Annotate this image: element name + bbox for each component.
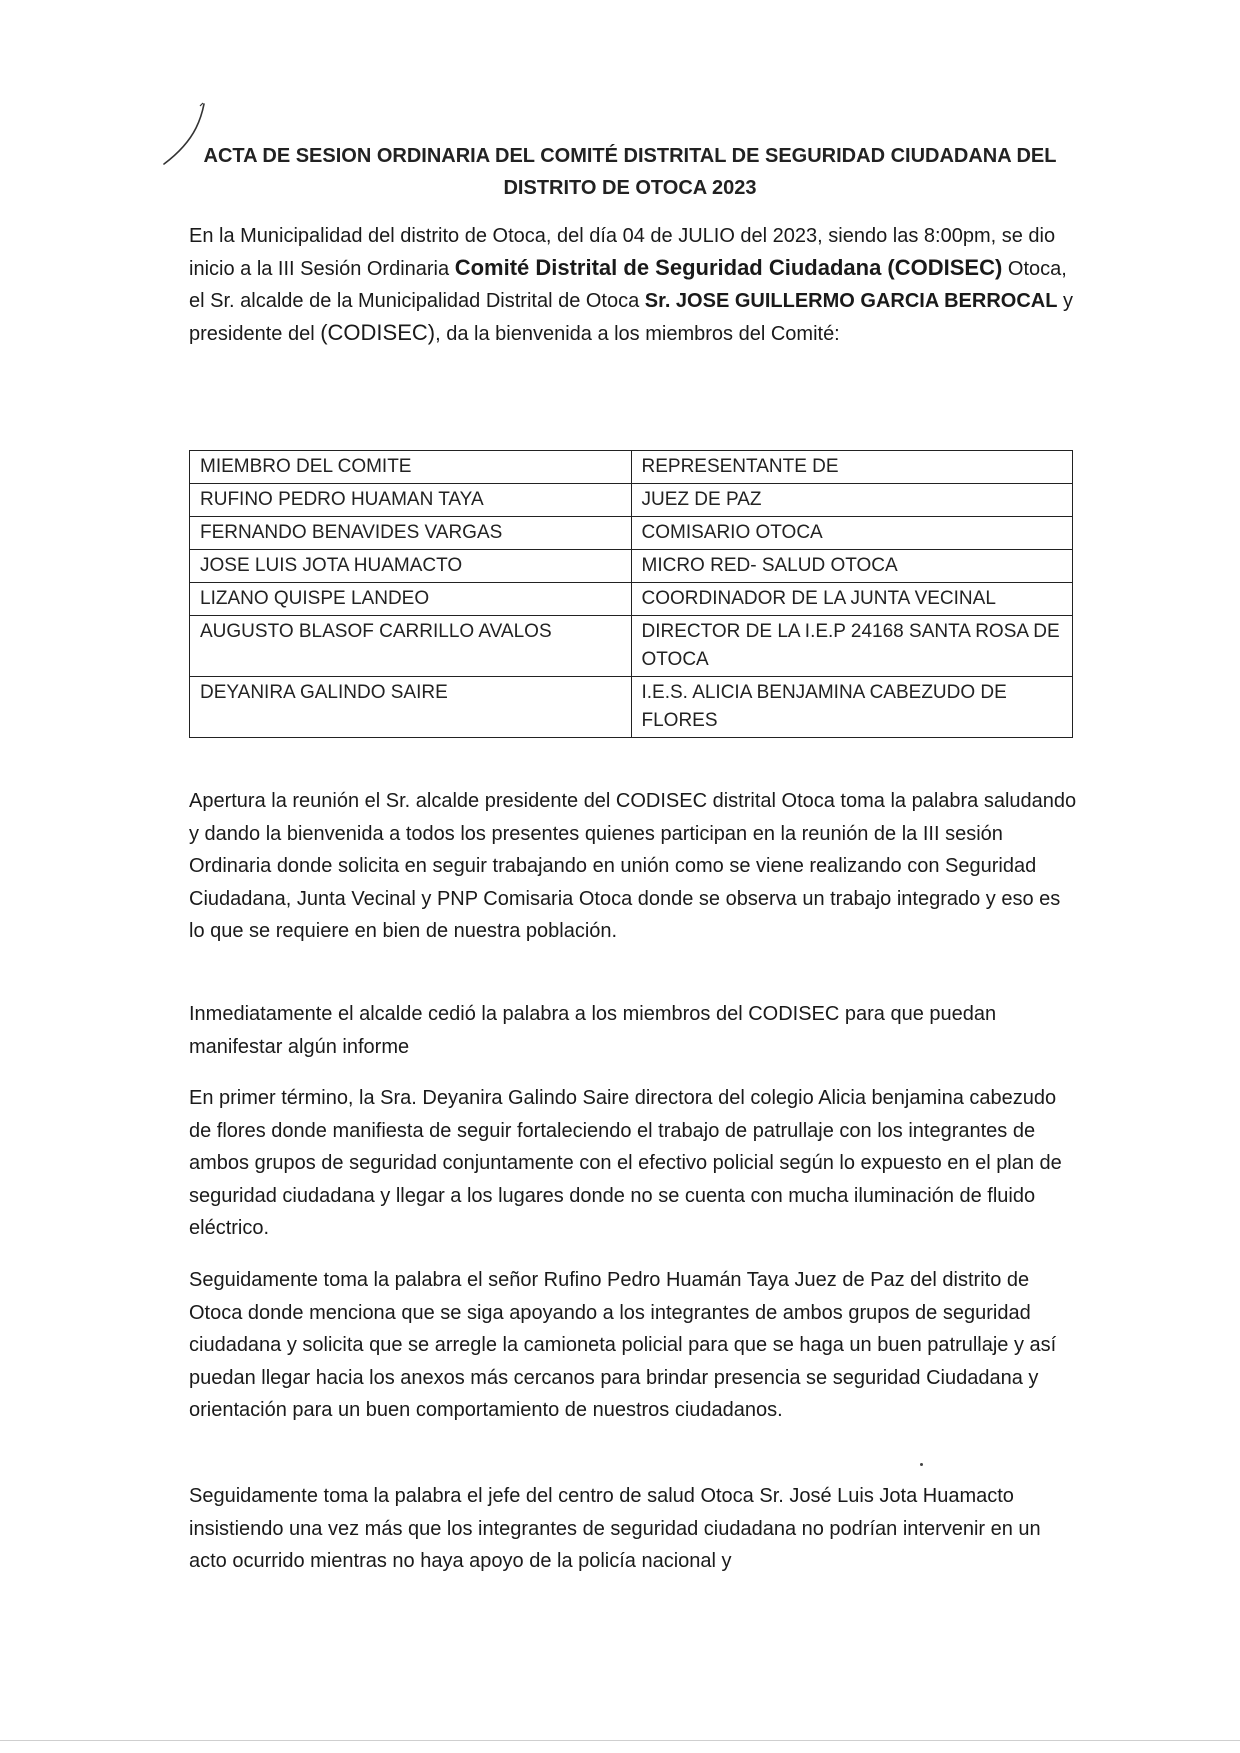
- committee-name: Comité Distrital de Seguridad Ciudadana (CODISEC): [454, 255, 1003, 280]
- paragraph-opening: Apertura la reunión el Sr. alcalde presidente del CODISEC distrital Otoca toma la palabra saludando y dando la bienvenida a todos los presentes quienes participan en la reunión de la III sesión Ordinaria donde solicita en seguir trabajando en unión como se viene realizando con Seguridad Ciudadana, Junta Vecinal y PNP Comisaria Otoca donde se observa un trabajo integrado y eso es lo que se requiere en bien de nuestra población.: [189, 790, 1077, 942]
- member-name-cell: AUGUSTO BLASOF CARRILLO AVALOS: [190, 616, 632, 677]
- scan-bottom-edge: [0, 1740, 1240, 1741]
- member-name-cell: DEYANIRA GALINDO SAIRE: [190, 677, 632, 738]
- table-row: [190, 517, 1073, 550]
- intro-text-4: , da la bienvenida a los miembros del Comité:: [435, 323, 840, 345]
- table-row: [190, 583, 1073, 616]
- intro-paragraph: [189, 220, 1079, 350]
- header-cell-representative: REPRESENTANTE DE: [631, 451, 1073, 484]
- table-row: [190, 484, 1073, 517]
- paragraph-school-director: En primer término, la Sra. Deyanira Galindo Saire directora del colegio Alicia benjamina cabezudo de flores donde manifiesta de seguir fortaleciendo el trabajo de patrullaje con los integrantes de ambos grupos de seguridad conjuntamente con el efectivo policial según lo expuesto en el plan de seguridad ciudadana y llegar a los lugares donde no se cuenta con mucha iluminación de fluido eléctrico.: [189, 1087, 1062, 1239]
- paragraph-floor-given: Inmediatamente el alcalde cedió la palabra a los miembros del CODISEC para que puedan manifestar algún informe: [189, 1003, 997, 1058]
- members-table: [189, 450, 1073, 738]
- table-row: [190, 616, 1073, 677]
- intro-text-3: y presidente del: [189, 290, 1073, 345]
- represents-cell: DIRECTOR DE LA I.E.P 24168 SANTA ROSA DE OTOCA: [631, 616, 1073, 677]
- table-header-row: [190, 451, 1073, 484]
- header-cell-member: MIEMBRO DEL COMITE: [190, 451, 632, 484]
- codisec-abbrev: (CODISEC): [320, 320, 436, 345]
- table-row: [190, 550, 1073, 583]
- member-name-cell: LIZANO QUISPE LANDEO: [190, 583, 632, 616]
- intro-text-2: Otoca, el Sr. alcalde de la Municipalidad Distrital de Otoca: [189, 258, 1067, 312]
- member-name-cell: JOSE LUIS JOTA HUAMACTO: [190, 550, 632, 583]
- member-name-cell: FERNANDO BENAVIDES VARGAS: [190, 517, 632, 550]
- represents-cell: JUEZ DE PAZ: [631, 484, 1073, 517]
- mayor-name: Sr. JOSE GUILLERMO GARCIA BERROCAL: [644, 290, 1058, 312]
- title-line-2: DISTRITO DE OTOCA 2023: [503, 177, 757, 199]
- represents-cell: COORDINADOR DE LA JUNTA VECINAL: [631, 583, 1073, 616]
- document-title: [180, 140, 1080, 204]
- title-line-1: ACTA DE SESION ORDINARIA DEL COMITÉ DISTRITAL DE SEGURIDAD CIUDADANA DEL: [203, 145, 1057, 167]
- paragraph-health-center: Seguidamente toma la palabra el jefe del centro de salud Otoca Sr. José Luis Jota Huamacto insistiendo una vez más que los integrantes de seguridad ciudadana no podrían intervenir en un acto ocurrido mientras no haya apoyo de la policía nacional y: [189, 1485, 1041, 1572]
- represents-cell: COMISARIO OTOCA: [631, 517, 1073, 550]
- intro-text-1: En la Municipalidad del distrito de Otoca, del día 04 de JULIO del 2023, siendo las 8:00pm, se dio inicio a la III Sesión Ordinaria: [189, 225, 1056, 280]
- table-row: [190, 677, 1073, 738]
- represents-cell: MICRO RED- SALUD OTOCA: [631, 550, 1073, 583]
- represents-cell: I.E.S. ALICIA BENJAMINA CABEZUDO DE FLORES: [631, 677, 1073, 738]
- paragraph-justice-of-peace: Seguidamente toma la palabra el señor Rufino Pedro Huamán Taya Juez de Paz del distrito de Otoca donde menciona que se siga apoyando a los integrantes de ambos grupos de seguridad ciudadana y solicita que se arregle la camioneta policial para que se haga un buen patrullaje y así puedan llegar hacia los anexos más cercanos para brindar presencia se seguridad Ciudadana y orientación para un buen comportamiento de nuestros ciudadanos.: [189, 1269, 1057, 1421]
- member-name-cell: RUFINO PEDRO HUAMAN TAYA: [190, 484, 632, 517]
- scan-speck: [920, 1463, 923, 1466]
